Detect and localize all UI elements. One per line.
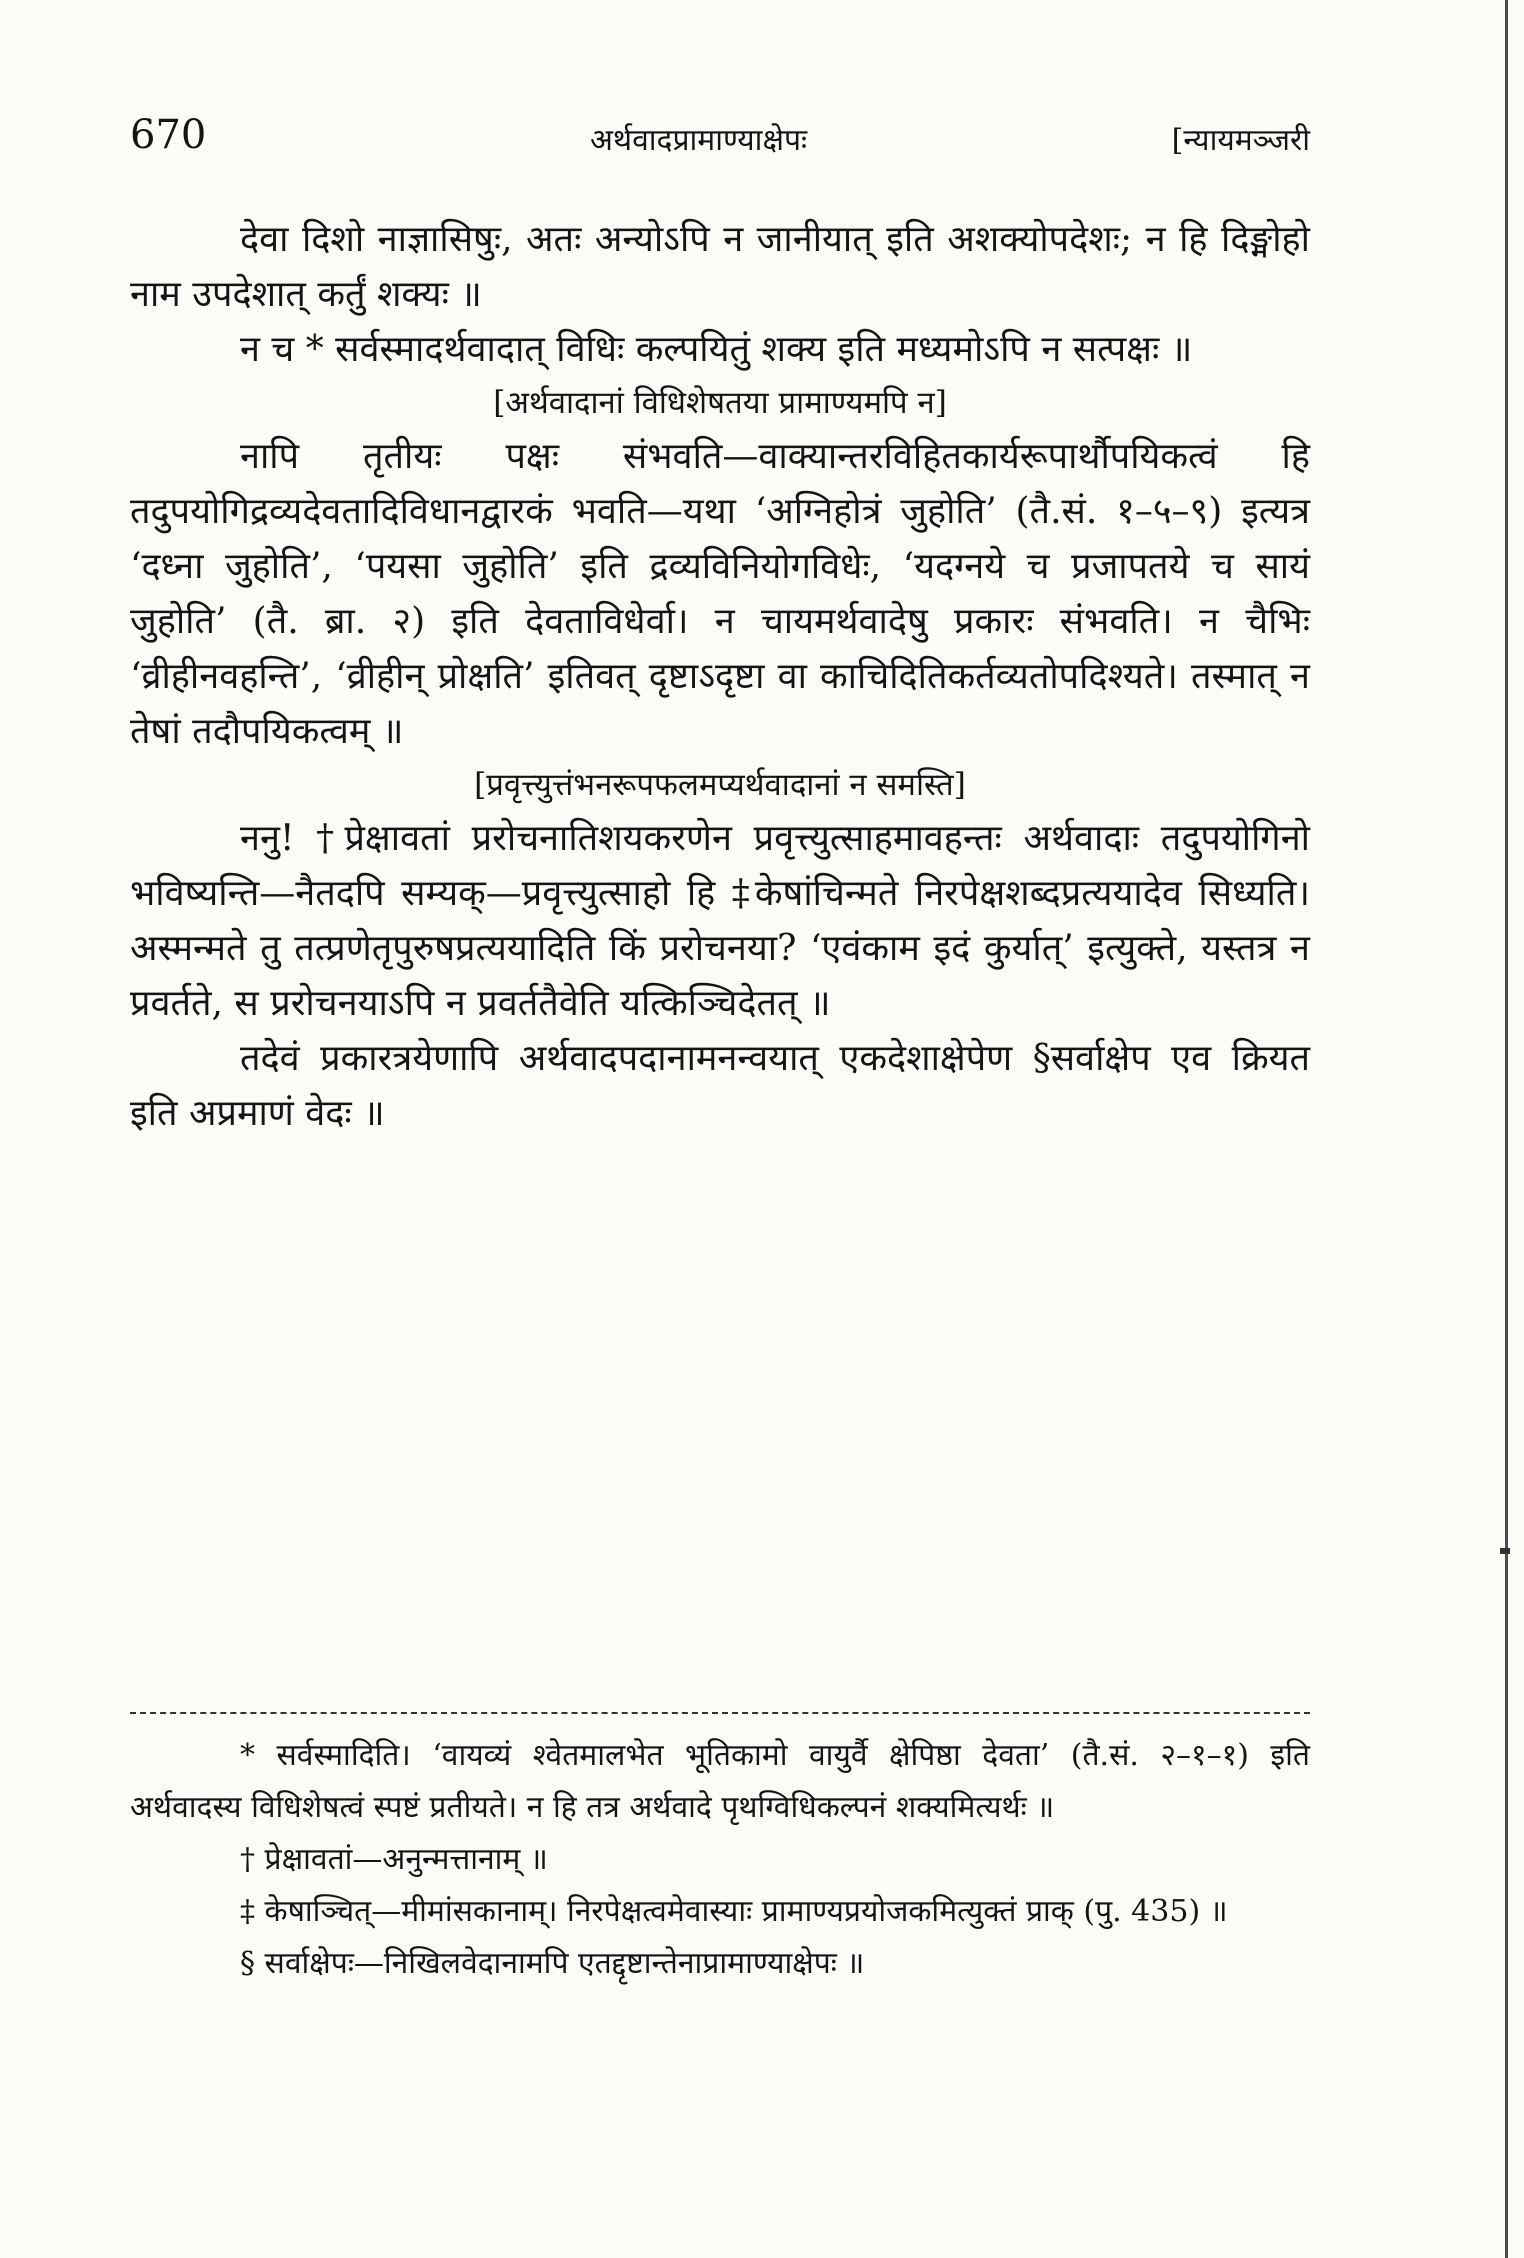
section-heading: [अर्थवादानां विधिशेषतया प्रामाण्यमपि न] — [493, 385, 947, 421]
footnotes — [130, 1730, 1310, 1990]
paragraph: न च * सर्वस्मादर्थवादात् विधिः कल्पयितुं शक्य इति मध्यमोऽपि न सत्पक्षः ॥ — [240, 329, 1193, 370]
footnote: † प्रेक्षावतां—अनुन्मत्तानाम् ॥ — [240, 1842, 548, 1877]
paragraph: ननु! †प्रेक्षावतां प्ररोचनातिशयकरणेन प्रवृत्त्युत्साहमावहन्तः अर्थवादाः तदुपयोगिनो भविष्यन्ति—नैतदपि सम्यक्—प्रवृत्त्युत्साहो हि ‡केषांचिन्मते निरपेक्षशब्दप्रत्ययादेव सिध्यति। अस्मन्मते तु तत्प्रणेतृपुरुषप्रत्ययादिति किं प्ररोचनया? ‘एवंकाम इदं कुर्यात्’ इत्युक्ते, यस्तत्र न प्रवर्तते, स प्ररोचनयाऽपि न प्रवर्ततैवेति यत्किञ्चिदेतत् ॥ — [130, 818, 1310, 1024]
footnote: * सर्वस्मादिति। ‘वायव्यं श्वेतमालभेत भूतिकामो वायुर्वै क्षेपिष्ठा देवता’ (तै.सं. २–१–१) इति अर्थवादस्य विधिशेषत्वं स्पष्टं प्रतीयते। न हि तत्र अर्थवादे पृथग्विधिकल्पनं शक्यमित्यर्थः ॥ — [130, 1738, 1310, 1825]
paragraph: तदेवं प्रकारत्रयेणापि अर्थवादपदानामनन्वयात् एकदेशाक्षेपेण §सर्वाक्षेप एव क्रियत इति अप्रमाणं वेदः ॥ — [130, 1038, 1310, 1134]
paragraph: देवा दिशो नाज्ञासिषुः, अतः अन्योऽपि न जानीयात् इति अशक्योपदेशः; न हि दिङ्मोहो नाम उपदेशात् कर्तुं शक्यः ॥ — [130, 219, 1310, 315]
footnote: ‡ केषाञ्चित्—मीमांसकानाम्। निरपेक्षत्वमेवास्याः प्रामाण्यप्रयोजकमित्युक्तं प्राक् (पु. 435) ॥ — [240, 1894, 1228, 1929]
running-title: अर्थवादप्रामाण्याक्षेपः — [590, 123, 808, 158]
edge-mark — [1500, 1548, 1510, 1554]
running-head — [130, 112, 1310, 172]
page-number: 670 — [130, 112, 207, 158]
footnote-divider — [130, 1712, 1310, 1714]
main-text — [130, 212, 1310, 1141]
section-heading: [प्रवृत्त्युत्तंभनरूपफलमप्यर्थवादानां न समस्ति] — [474, 767, 966, 803]
footnote: § सर्वाक्षेपः—निखिलवेदानामपि एतद्दृष्टान्तेनाप्रामाण्याक्षेपः ॥ — [240, 1946, 865, 1981]
paragraph: नापि तृतीयः पक्षः संभवति—वाक्यान्तरविहितकार्यरूपार्थौपयिकत्वं हि तदुपयोगिद्रव्यदेवतादिविधानद्वारकं भवति—यथा ‘अग्निहोत्रं जुहोति’ (तै.सं. १–५–९) इत्यत्र ‘दध्ना जुहोति’, ‘पयसा जुहोति’ इति द्रव्यविनियोगविधेः, ‘यदग्नये च प्रजापतये च सायं जुहोति’ (तै. ब्रा. २) इति देवताविधेर्वा। न चायमर्थवादेषु प्रकारः संभवति। न चैभिः ‘व्रीहीनवहन्ति’, ‘व्रीहीन् प्रोक्षति’ इतिवत् दृष्टाऽदृष्टा वा काचिदितिकर्तव्यतोपदिश्यते। तस्मात् न तेषां तदौपयिकत्वम् ॥ — [130, 436, 1310, 752]
section-label: [न्यायमञ्जरी — [1171, 123, 1310, 158]
page-edge — [1505, 0, 1508, 2258]
